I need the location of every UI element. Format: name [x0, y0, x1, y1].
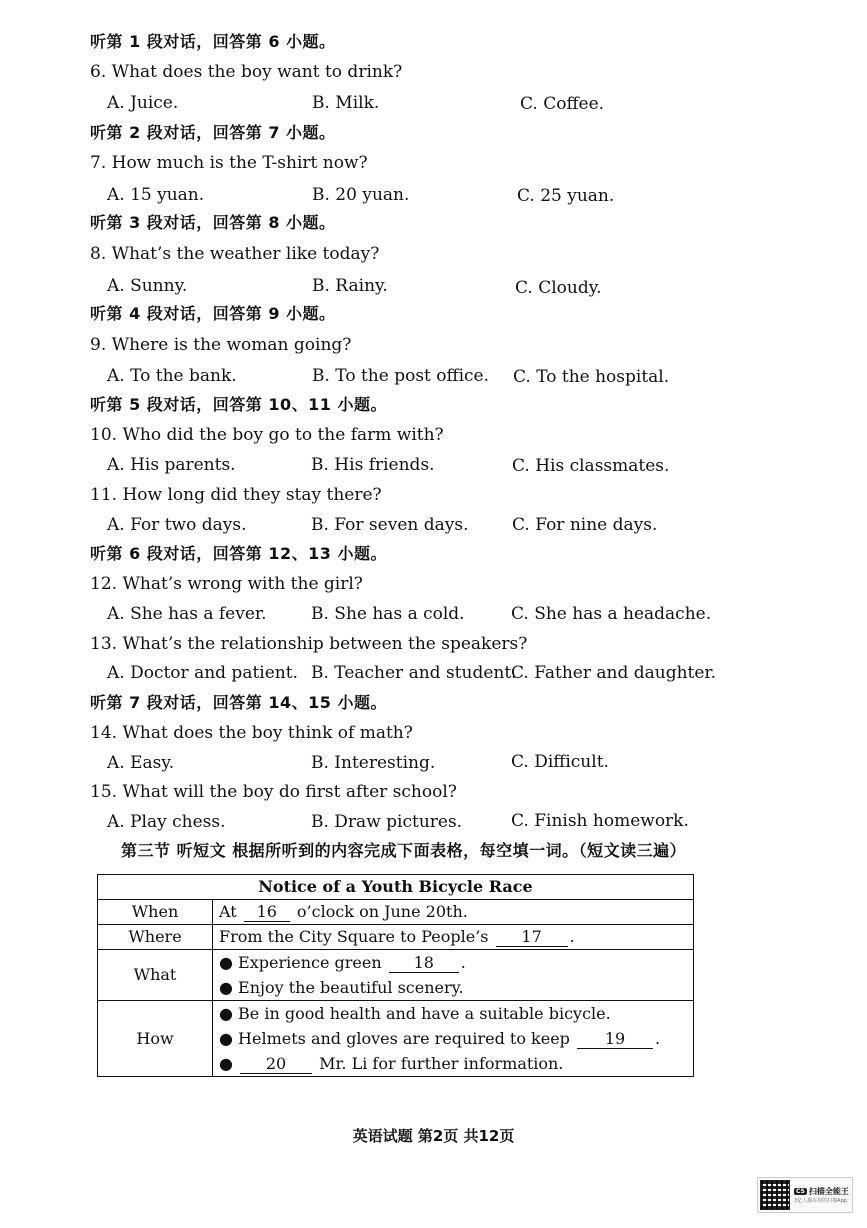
what-label: What	[98, 950, 213, 1001]
what-text-1: Experience green	[238, 953, 382, 972]
how-line-1: ● Be in good health and have a suitable bicycle.	[219, 1004, 611, 1023]
q6-option-b: B. Milk.	[312, 93, 380, 113]
question-7: 7. How much is the T-shirt now?	[90, 153, 368, 173]
question-8: 8. What’s the weather like today?	[90, 244, 380, 264]
question-11: 11. How long did they stay there?	[90, 485, 382, 505]
q10-option-c: C. His classmates.	[512, 456, 670, 476]
blank-19: 19	[577, 1030, 653, 1049]
q11-option-a: A. For two days.	[107, 515, 247, 535]
q14-option-a: A. Easy.	[107, 753, 175, 773]
q15-option-a: A. Play chess.	[107, 812, 226, 832]
q11-option-c: C. For nine days.	[512, 515, 658, 535]
q7-option-b: B. 20 yuan.	[312, 185, 410, 205]
when-label: When	[98, 900, 213, 925]
blank-16: 16	[244, 903, 290, 922]
row-when	[98, 900, 694, 925]
stamp-subtitle: 3亿人都在用的扫描App	[794, 1198, 847, 1204]
q6-option-c: C. Coffee.	[520, 94, 605, 114]
how-content	[213, 1001, 694, 1077]
question-12: 12. What’s wrong with the girl?	[90, 574, 363, 594]
notice-table	[97, 874, 694, 1077]
question-9: 9. Where is the woman going?	[90, 335, 352, 355]
how-line-3: ● 20 Mr. Li for further information.	[219, 1054, 564, 1073]
section-heading-2: 听第 2 段对话，回答第 7 小题。	[90, 123, 336, 142]
page-footer: 英语试题 第2页 共12页	[352, 1127, 515, 1145]
when-text-pre: At	[219, 902, 237, 921]
where-period: .	[569, 927, 575, 946]
stamp-brand-name: 扫描全能王	[808, 1187, 849, 1196]
scanner-watermark	[757, 1177, 853, 1213]
q8-option-c: C. Cloudy.	[515, 278, 602, 298]
section-heading-3: 听第 3 段对话，回答第 8 小题。	[90, 213, 336, 232]
q13-option-a: A. Doctor and patient.	[107, 663, 298, 683]
q13-option-c: C. Father and daughter.	[511, 663, 717, 683]
q9-option-c: C. To the hospital.	[513, 367, 670, 387]
what-text-2: Enjoy the beautiful scenery.	[238, 978, 464, 997]
when-content	[213, 900, 694, 925]
section-heading-7: 听第 7 段对话，回答第 14、15 小题。	[90, 693, 387, 712]
section-heading-1: 听第 1 段对话，回答第 6 小题。	[90, 32, 336, 51]
section-heading-6: 听第 6 段对话，回答第 12、13 小题。	[90, 544, 387, 563]
where-text-pre: From the City Square to People’s	[219, 927, 489, 946]
q15-option-b: B. Draw pictures.	[311, 812, 463, 832]
q8-option-a: A. Sunny.	[107, 276, 188, 296]
row-what	[98, 950, 694, 1001]
q8-option-b: B. Rainy.	[312, 276, 388, 296]
question-15: 15. What will the boy do first after school?	[90, 782, 457, 802]
q12-option-a: A. She has a fever.	[107, 604, 267, 624]
row-where	[98, 925, 694, 950]
when-text-post: o’clock on June 20th.	[296, 902, 468, 921]
what-line-2: ● Enjoy the beautiful scenery.	[219, 978, 464, 997]
q9-option-a: A. To the bank.	[107, 366, 237, 386]
how-text-1: Be in good health and have a suitable bicycle.	[238, 1004, 611, 1023]
where-label: Where	[98, 925, 213, 950]
question-14: 14. What does the boy think of math?	[90, 723, 413, 743]
q7-option-c: C. 25 yuan.	[517, 186, 615, 206]
section-heading-4: 听第 4 段对话，回答第 9 小题。	[90, 304, 336, 323]
notice-title: Notice of a Youth Bicycle Race	[98, 875, 694, 900]
blank-20: 20	[240, 1055, 312, 1074]
q11-option-b: B. For seven days.	[311, 515, 469, 535]
blank-17: 17	[496, 928, 568, 947]
q14-option-b: B. Interesting.	[311, 753, 436, 773]
how-label: How	[98, 1001, 213, 1077]
camscanner-logo-icon: CS	[796, 1188, 805, 1195]
q12-option-b: B. She has a cold.	[311, 604, 465, 624]
row-how	[98, 1001, 694, 1077]
how-text-2: Helmets and gloves are required to keep	[238, 1029, 570, 1048]
q10-option-b: B. His friends.	[311, 455, 435, 475]
question-10: 10. Who did the boy go to the farm with?	[90, 425, 444, 445]
q6-option-a: A. Juice.	[107, 93, 179, 113]
section-heading-5: 听第 5 段对话，回答第 10、11 小题。	[90, 395, 387, 414]
section3-heading: 第三节 听短文 根据所听到的内容完成下面表格，每空填一词。（短文读三遍）	[121, 841, 687, 860]
q10-option-a: A. His parents.	[107, 455, 236, 475]
what-content	[213, 950, 694, 1001]
q15-option-c: C. Finish homework.	[511, 811, 689, 831]
how-text-3: Mr. Li for further information.	[319, 1054, 564, 1073]
q12-option-c: C. She has a headache.	[511, 604, 712, 624]
q13-option-b: B. Teacher and student.	[311, 663, 517, 683]
how-line-2: ● Helmets and gloves are required to keep 19 .	[219, 1029, 661, 1048]
question-6: 6. What does the boy want to drink?	[90, 62, 403, 82]
blank-18: 18	[389, 954, 459, 973]
q7-option-a: A. 15 yuan.	[107, 185, 205, 205]
q14-option-c: C. Difficult.	[511, 752, 609, 772]
qr-code-icon	[760, 1180, 790, 1210]
where-content	[213, 925, 694, 950]
q9-option-b: B. To the post office.	[312, 366, 490, 386]
what-line-1: ● Experience green 18 .	[219, 953, 466, 972]
question-13: 13. What’s the relationship between the speakers?	[90, 634, 528, 654]
